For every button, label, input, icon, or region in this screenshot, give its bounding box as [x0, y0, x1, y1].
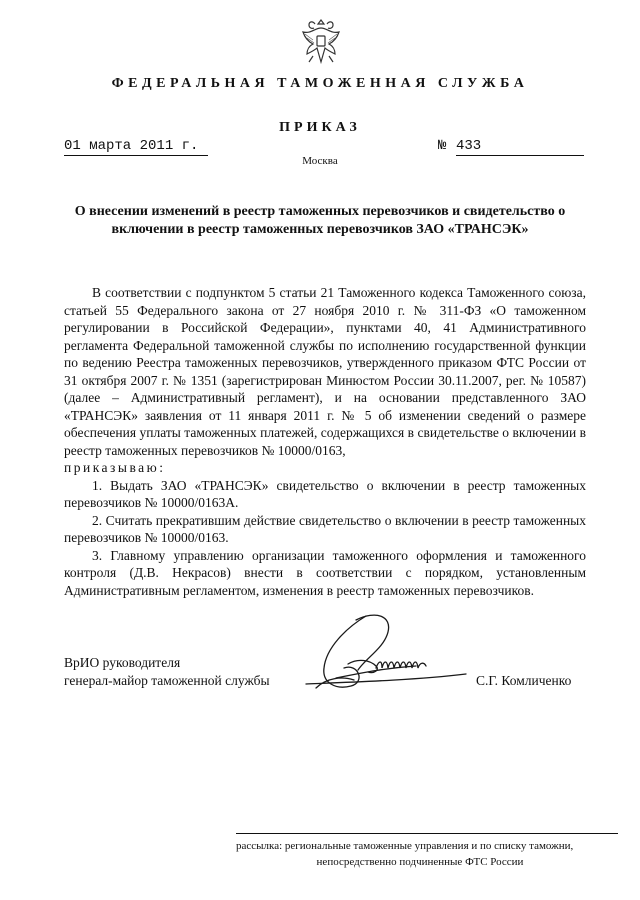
order-item: 2. Считать прекратившим действие свидетельство о включении в реестр таможенных перевозчиков № 10000/0163.: [64, 512, 586, 545]
distribution-line2: непосредственно подчиненные ФТС России: [316, 856, 524, 868]
order-number: 433: [456, 138, 584, 156]
signer-name: С.Г. Комличенко: [476, 673, 572, 688]
number-sign: №: [438, 138, 447, 154]
order-item: 1. Выдать ЗАО «ТРАНСЭК» свидетельство о включении в реестр таможенных перевозчиков № 10000/0163А.: [64, 477, 586, 510]
ordering-word: приказываю:: [64, 460, 166, 475]
document-body: [64, 284, 586, 599]
city: Москва: [302, 155, 338, 167]
order-item: 3. Главному управлению организации таможенного оформления и таможенного контроля (Д.В. Некрасов) внести в соответствии с порядком, установленным Административным регламентом, изменения в реестр таможенных перевозчиков.: [64, 547, 586, 598]
document-type: ПРИКАЗ: [279, 120, 361, 135]
signer-title-line1: ВрИО руководителя: [64, 655, 181, 670]
signer-title-line2: генерал-майор таможенной службы: [64, 673, 270, 688]
distribution-line1: рассылка: региональные таможенные управления и по списку таможни,: [236, 840, 574, 852]
preamble-paragraph: В соответствии с подпунктом 5 статьи 21 Таможенного кодекса Таможенного союза, статьей 55 Федерального закона от 27 ноября 2010 г. № 311-ФЗ «О таможенном регулировании в Российской Федерации», пунктами 40, 41 Административного регламента Федеральной таможенной службы по исполнению государственной функции по ведению Реестра таможенных перевозчиков, утвержденного приказом ФТС России от 31 октября 2007 г. № 1351 (зарегистрирован Минюстом России 30.11.2007, рег. № 10587) (далее – Административный регламент), и на основании представленного ЗАО «ТРАНСЭК» заявления от 11 января 2011 г. № 5 об изменении сведений о размере обеспечения уплаты таможенных платежей, содержащихся в свидетельстве о включении в реестр таможенных перевозчиков № 10000/0163,: [64, 285, 586, 458]
russian-coat-of-arms-icon: [299, 16, 343, 66]
handwritten-signature-icon: [296, 608, 486, 698]
distribution-divider: [236, 833, 618, 834]
document-heading: О внесении изменений в реестр таможенных перевозчиков и свидетельство о включении в реестр таможенных перевозчиков ЗАО «ТРАНСЭК»: [74, 204, 566, 237]
order-date: 01 марта 2011 г.: [64, 138, 208, 156]
agency-name: ФЕДЕРАЛЬНАЯ ТАМОЖЕННАЯ СЛУЖБА: [111, 76, 529, 91]
